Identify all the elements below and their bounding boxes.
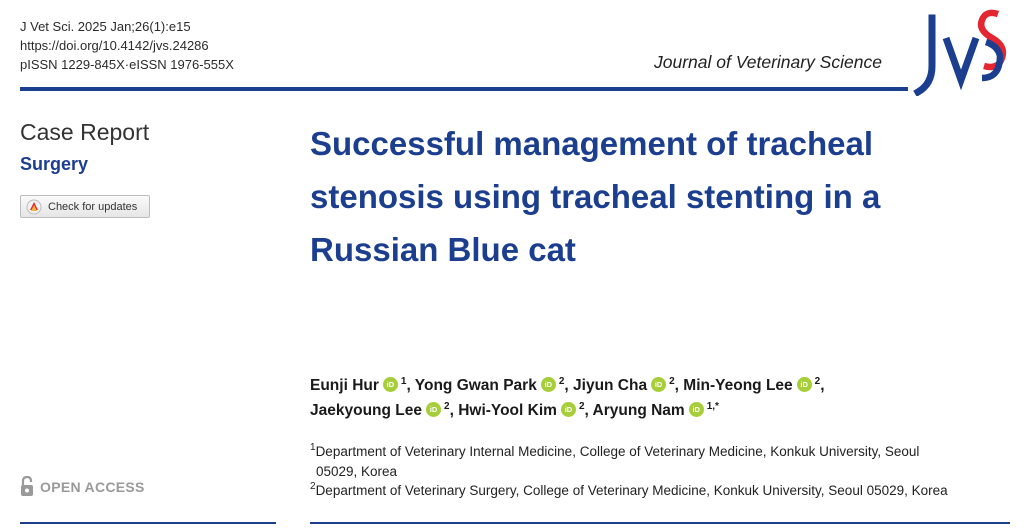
citation-block: [20, 17, 234, 74]
author-affiliation: 2: [444, 401, 450, 412]
sidebar-bottom-divider: [20, 522, 276, 524]
journal-name: Journal of Veterinary Science: [654, 52, 882, 72]
author-affiliation: 2: [578, 401, 585, 412]
orcid-icon[interactable]: [383, 377, 398, 392]
citation-text: J Vet Sci. 2025 Jan;26(1):e15: [20, 19, 191, 34]
affiliation-1: [310, 442, 1010, 462]
author-affiliation: 2: [814, 376, 821, 387]
open-access-badge: [20, 476, 145, 497]
open-lock-icon: [20, 476, 34, 497]
open-access-label: OPEN ACCESS: [40, 478, 145, 495]
subject-category[interactable]: Surgery: [20, 154, 89, 174]
affiliations: [310, 442, 1010, 501]
orcid-icon[interactable]: [426, 402, 441, 417]
affiliation-text: Department of Veterinary Internal Medicine, College of Veterinary Medicine, Konkuk University, Seoul: [315, 444, 920, 459]
author-name[interactable]: Min-Yeong Lee: [683, 377, 793, 394]
article-title: Successful management of tracheal stenosis using tracheal stenting in a Russian Blue cat: [310, 125, 881, 268]
orcid-icon[interactable]: [561, 402, 576, 417]
author-name[interactable]: Eunji Hur: [310, 377, 379, 394]
orcid-icon[interactable]: [797, 377, 812, 392]
author-affiliation: 1,*: [706, 401, 719, 412]
author-affiliation: 2: [558, 376, 565, 387]
check-for-updates-label: Check for updates: [48, 200, 138, 213]
article-type: Case Report: [20, 119, 150, 145]
main-bottom-divider: [310, 522, 1010, 524]
affiliation-text: Department of Veterinary Surgery, College of Veterinary Medicine, Konkuk University, Seoul 05029, Korea: [315, 483, 948, 498]
crossmark-icon: [26, 199, 42, 215]
orcid-icon[interactable]: [651, 377, 666, 392]
author-name[interactable]: Hwi-Yool Kim: [458, 402, 557, 419]
affiliation-number: 1: [310, 442, 316, 453]
affiliation-2: [310, 481, 1010, 501]
orcid-icon[interactable]: [541, 377, 556, 392]
orcid-icon[interactable]: [689, 402, 704, 417]
header-divider: [20, 87, 908, 91]
affiliation-1-continued: 05029, Korea: [316, 463, 398, 479]
affiliation-number: 2: [310, 481, 316, 492]
author-list: Eunji HuriD $^1$, Yong Gwan ParkiD $^2$, Jiyun ChaiD $^2$, Min-Yeong LeeiD $^2$, Jaekyoung LeeiD $^2$, Hwi-Yool KimiD $^2$, Aryung NamiD $^{1,*}$: [310, 373, 1010, 423]
check-for-updates-button[interactable]: [20, 195, 150, 218]
author-name[interactable]: Jiyun Cha: [573, 377, 648, 394]
issn-text: pISSN 1229-845X·eISSN 1976-555X: [20, 57, 234, 72]
author-affiliation: 1: [400, 376, 407, 387]
author-name[interactable]: Jaekyoung Lee: [310, 402, 422, 419]
doi-link[interactable]: https://doi.org/10.4142/jvs.24286: [20, 38, 209, 53]
author-name[interactable]: Aryung Nam: [592, 402, 685, 419]
author-affiliation: 2: [669, 376, 675, 387]
author-name[interactable]: Yong Gwan Park: [414, 377, 537, 394]
jvs-logo: [910, 8, 1014, 96]
